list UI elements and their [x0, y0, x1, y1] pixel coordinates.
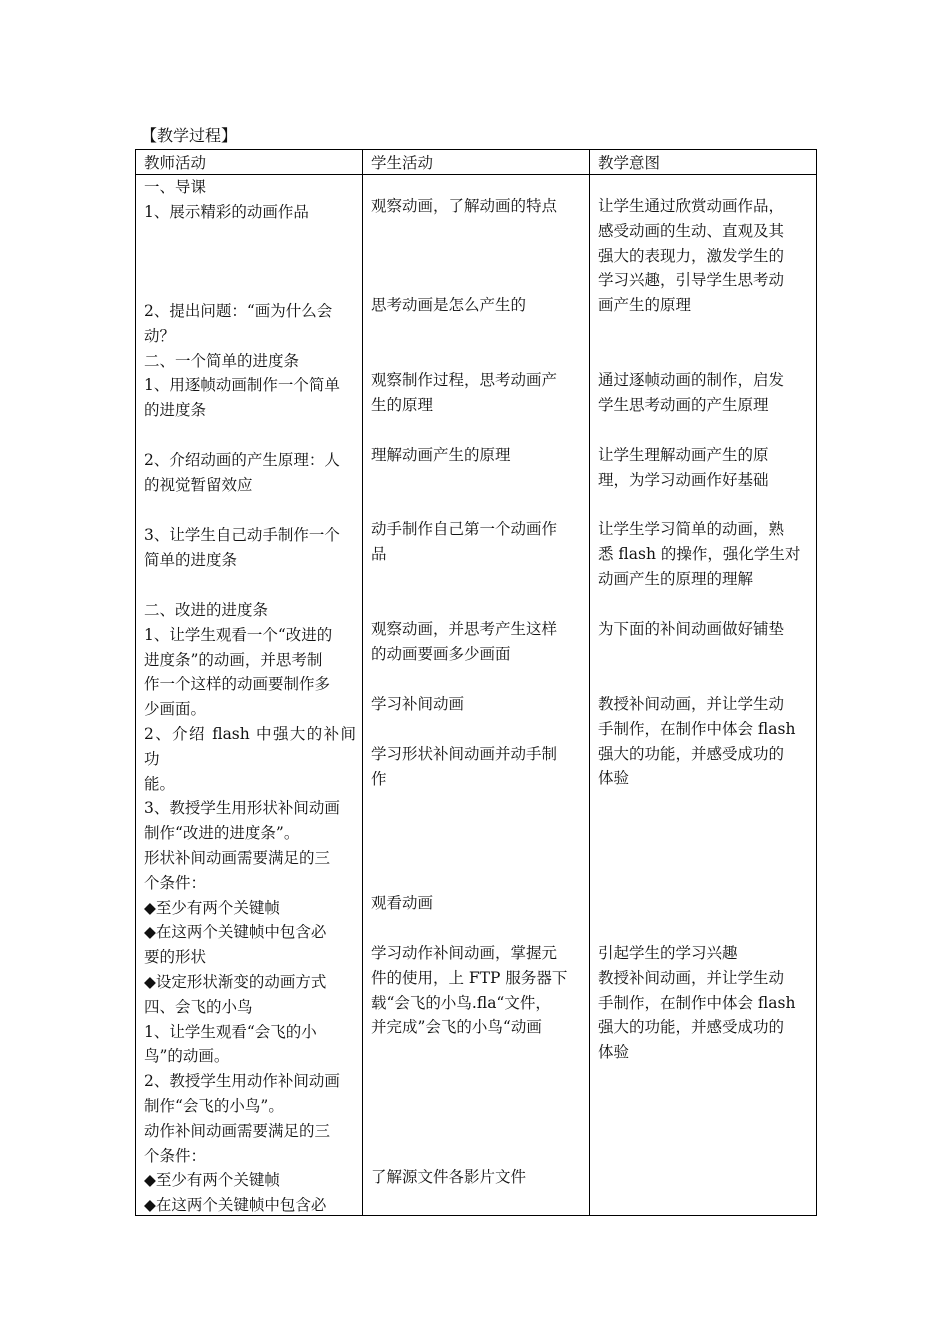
teacher-activity-line: 作一个这样的动画要制作多 [144, 675, 331, 694]
teacher-activity-line: 制作“改进的进度条”。 [144, 824, 300, 843]
teaching-intent-line: 强大的功能，并感受成功的 [598, 1018, 785, 1037]
header-teaching-intent: 教学意图 [590, 150, 817, 175]
teacher-activity-line: 1、展示精彩的动画作品 [144, 202, 309, 221]
student-activity-line: 思考动画是怎么产生的 [371, 296, 527, 314]
teaching-intent-line: 通过逐帧动画的制作，启发 [598, 371, 785, 389]
student-activity-block [371, 194, 583, 219]
teacher-activity-line: ◆至少有两个关键帧 [144, 898, 280, 917]
teacher-activity-line: 个条件： [144, 1146, 207, 1165]
student-activity-line: 观察动画，了解动画的特点 [371, 197, 558, 215]
teacher-activity-line: 形状补间动画需要满足的三 [144, 848, 331, 867]
teacher-activity-line: 简单的进度条 [144, 550, 238, 569]
student-activity-line: 作 [371, 769, 387, 788]
teacher-activity-block [144, 299, 356, 423]
student-activity-line: 生的原理 [371, 395, 434, 414]
teaching-intent-block [598, 941, 810, 1065]
student-activity-line: 学习动作补间动画，掌握元 [371, 944, 558, 962]
teacher-activity-line: 动作补间动画需要满足的三 [144, 1121, 331, 1140]
student-activity-block [371, 692, 583, 717]
teacher-activity-line: 能。 [144, 774, 176, 793]
teaching-intent-line: 手制作，在制作中体会 flash [598, 993, 796, 1012]
student-activity-block [371, 443, 583, 468]
student-activity-line: 的动画要画多少画面 [371, 644, 511, 663]
teaching-intent-line: 体验 [598, 1043, 630, 1062]
teacher-activity-line: ◆在这两个关键帧中包含必 [144, 923, 327, 942]
student-activity-line: 品 [371, 544, 387, 563]
teaching-intent-line: 为下面的补间动画做好铺垫 [598, 620, 785, 638]
lesson-process-table [135, 149, 817, 1216]
student-activity-block [371, 941, 583, 1040]
table-body-row [136, 175, 817, 1216]
teacher-activity-line: 2、介绍 flash 中强大的补间功 [144, 724, 356, 768]
teacher-activity-line: 2、介绍动画的产生原理：人 [144, 451, 340, 469]
table-header-row [136, 150, 817, 175]
student-activity-line: 观看动画 [371, 894, 434, 912]
teaching-intent-line: 让学生通过欣赏动画作品， [598, 197, 785, 215]
teacher-activity-line: 鸟”的动画。 [144, 1047, 230, 1066]
teacher-activity-line: 3、教授学生用形状补间动画 [144, 799, 340, 818]
student-activity-line: 并完成”会飞的小鸟“动画 [371, 1018, 542, 1037]
teacher-activity-line: 要的形状 [144, 948, 207, 967]
student-activity-line: 观察制作过程，思考动画产 [371, 371, 558, 389]
teacher-activity-line: 一、导课 [144, 178, 207, 196]
teaching-intent-line: 教授补间动画，并让学生动 [598, 968, 785, 987]
teaching-intent-line: 强大的功能，并感受成功的 [598, 744, 785, 763]
teaching-intent-block [598, 692, 810, 791]
student-activity-cell [363, 175, 590, 1216]
teacher-activity-cell [136, 175, 363, 1216]
student-activity-block [371, 617, 583, 667]
student-activity-block [371, 368, 583, 418]
teaching-intent-line: 让学生理解动画产生的原 [598, 446, 769, 464]
student-activity-line: 学习形状补间动画并动手制 [371, 745, 558, 763]
teacher-activity-block [144, 175, 356, 225]
teaching-intent-line: 理，为学习动画作好基础 [598, 470, 769, 489]
teaching-intent-block [598, 368, 810, 418]
teacher-activity-line: 个条件： [144, 873, 207, 892]
student-activity-line: 学习补间动画 [371, 695, 465, 713]
teaching-intent-line: 动画产生的原理的理解 [598, 569, 754, 588]
header-student-activity: 学生活动 [363, 150, 590, 175]
student-activity-line: 了解源文件各影片文件 [371, 1168, 527, 1186]
teacher-activity-line: 的视觉暂留效应 [144, 475, 253, 494]
teacher-activity-line: 少画面。 [144, 700, 207, 719]
teaching-intent-line: 体验 [598, 769, 630, 788]
teaching-intent-line: 感受动画的生动、直观及其 [598, 221, 785, 240]
teacher-activity-line: 四、会飞的小鸟 [144, 997, 253, 1016]
teaching-intent-line: 学生思考动画的产生原理 [598, 395, 769, 414]
section-title: 【教学过程】 [141, 126, 238, 145]
teacher-activity-line: 1、让学生观看一个“改进的 [144, 625, 333, 644]
teacher-activity-line: 动？ [144, 326, 176, 345]
teaching-intent-line: 引起学生的学习兴趣 [598, 944, 738, 962]
student-activity-block [371, 293, 583, 318]
teacher-activity-line: 3、让学生自己动手制作一个 [144, 526, 340, 544]
teacher-activity-line: 1、让学生观看“会飞的小 [144, 1022, 317, 1041]
teaching-intent-block [598, 443, 810, 493]
student-activity-line: 理解动画产生的原理 [371, 446, 511, 464]
teaching-intent-line: 强大的表现力，激发学生的 [598, 246, 785, 265]
teacher-activity-line: 2、教授学生用动作补间动画 [144, 1072, 340, 1091]
teaching-intent-block [598, 194, 810, 318]
teaching-intent-line: 教授补间动画，并让学生动 [598, 695, 785, 713]
teacher-activity-line: 的进度条 [144, 401, 207, 420]
student-activity-line: 件的使用，上 FTP 服务器下 [371, 968, 568, 987]
student-activity-line: 观察动画，并思考产生这样 [371, 620, 558, 638]
student-activity-block [371, 1165, 583, 1190]
teacher-activity-line: 进度条”的动画，并思考制 [144, 650, 323, 669]
teaching-intent-line: 悉 flash 的操作，强化学生对 [598, 544, 801, 563]
teacher-activity-line: 1、用逐帧动画制作一个简单 [144, 376, 340, 395]
teaching-intent-line: 画产生的原理 [598, 296, 692, 315]
teaching-intent-line: 让学生学习简单的动画，熟 [598, 520, 785, 538]
teacher-activity-line: ◆至少有两个关键帧 [144, 1171, 280, 1190]
teaching-intent-cell [590, 175, 817, 1216]
teacher-activity-line: 2、提出问题：“画为什么会 [144, 302, 333, 320]
teaching-intent-line: 学习兴趣，引导学生思考动 [598, 271, 785, 290]
student-activity-block [371, 517, 583, 567]
teaching-intent-block [598, 517, 810, 591]
teacher-activity-line: 二、改进的进度条 [144, 601, 269, 619]
teaching-intent-line: 手制作，在制作中体会 flash [598, 719, 796, 738]
student-activity-line: 载“会飞的小鸟.fla“文件， [371, 993, 551, 1012]
teacher-activity-line: 二、一个简单的进度条 [144, 351, 300, 370]
teacher-activity-line: ◆在这两个关键帧中包含必 [144, 1196, 327, 1215]
teacher-activity-line: 制作“会飞的小鸟”。 [144, 1096, 284, 1115]
teacher-activity-block [144, 523, 356, 573]
student-activity-block [371, 742, 583, 792]
teacher-activity-block [144, 448, 356, 498]
teacher-activity-line: ◆设定形状渐变的动画方式 [144, 972, 327, 991]
teacher-activity-block [144, 598, 356, 1218]
header-teacher-activity: 教师活动 [136, 150, 363, 175]
student-activity-block [371, 891, 583, 916]
student-activity-line: 动手制作自己第一个动画作 [371, 520, 558, 538]
teaching-intent-block [598, 617, 810, 642]
